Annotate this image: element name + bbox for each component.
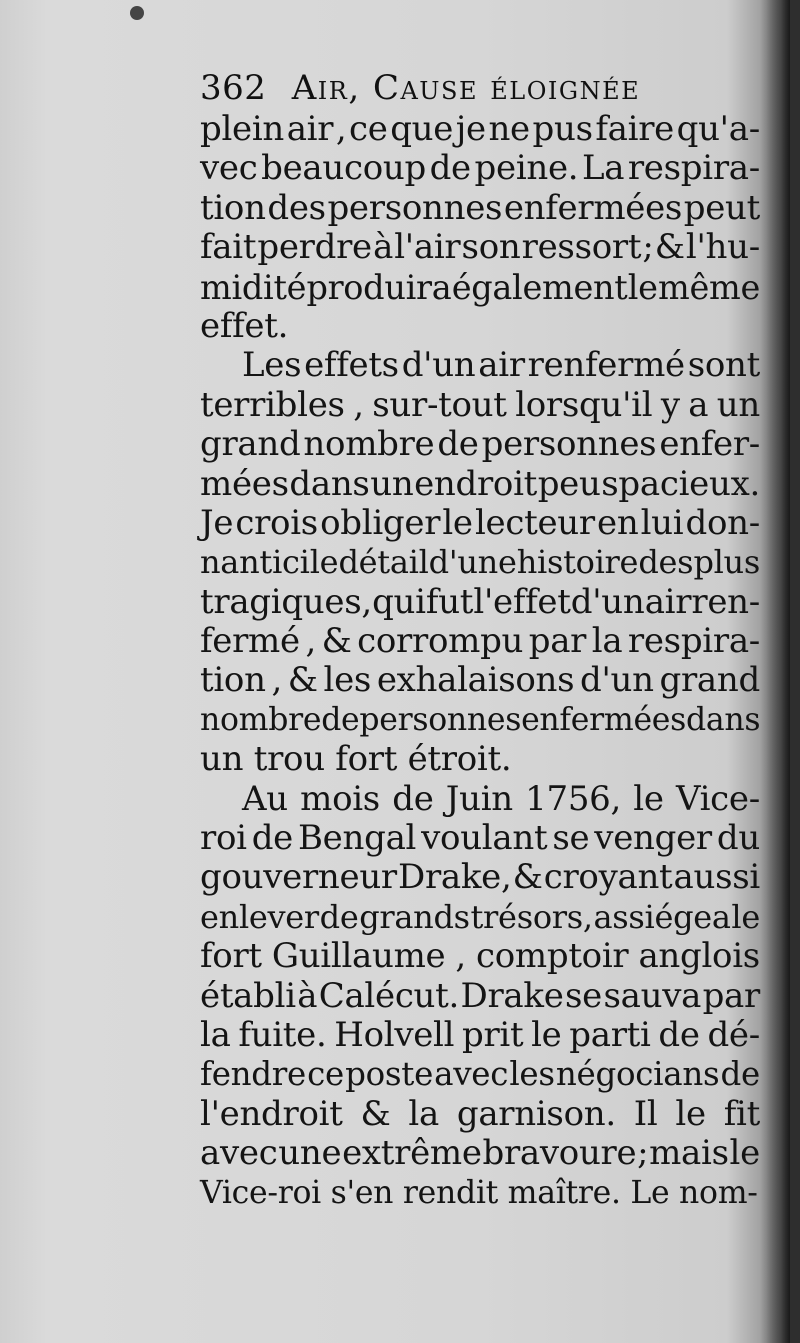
text-line: mées dans un endroit peu spacieux. — [200, 463, 760, 504]
text-line: roi de Bengal voulant se venger du — [200, 818, 760, 859]
text-line: tion , & les exhalaisons d'un grand — [200, 660, 760, 701]
text-line: vec beaucoup de peine. La respira- — [200, 148, 760, 189]
text-line: avec une extrême bravoure ; mais le — [200, 1133, 760, 1174]
text-line: enlever de grands trésors, assiégea le — [200, 897, 760, 936]
text-line: gouverneur Drake, & croyant aussi — [200, 857, 760, 898]
text-line: Vice-roi s'en rendit maître. Le nom- — [200, 1174, 758, 1211]
paragraph — [200, 780, 760, 1213]
text-line: midité produira également le même — [200, 267, 760, 307]
running-header — [200, 68, 760, 108]
text-line: Les effets d'un air renfermé sont — [242, 345, 760, 386]
text-line: Je crois obliger le lecteur en lui don- — [200, 502, 760, 543]
text-line: tragiques, qui fut l'effet d'un air ren- — [200, 581, 760, 622]
text-line: fermé , & corrompu par la respira- — [200, 621, 760, 662]
page-gutter-shadow — [760, 0, 790, 1343]
text-line: fait perdre à l'air son ressort ; & l'hu- — [200, 227, 760, 268]
text-line: établi à Calécut. Drake se sauva par — [200, 975, 760, 1016]
text-line: grand nombre de personnes enfer- — [200, 424, 760, 465]
ink-speck — [130, 6, 144, 20]
text-line: tion des personnes enfermées peut — [200, 187, 760, 228]
text-line: fort Guillaume , comptoir anglois — [200, 936, 760, 977]
text-line: un trou fort étroit. — [200, 739, 512, 780]
text-line: la fuite. Holvell prit le parti de dé- — [200, 1014, 760, 1055]
paragraph — [200, 110, 760, 346]
text-line: plein air , ce que je ne pus faire qu'a- — [200, 109, 760, 149]
text-line: terribles , sur-tout lorsqu'il y a un — [200, 384, 760, 425]
paragraph — [200, 346, 760, 779]
running-title: Air, Cause éloignée — [291, 68, 641, 108]
text-line: effet. — [200, 305, 289, 346]
page-number: 362 — [200, 68, 267, 108]
text-line: nant ici le détail d'une histoire des plus — [200, 543, 760, 582]
body-text — [200, 110, 760, 1213]
text-line: nombre de personnes enfermées dans — [200, 701, 761, 738]
text-line: l'endroit & la garnison. Il le fit — [200, 1093, 760, 1134]
text-line: fendre ce poste avec les négocians de — [200, 1055, 760, 1094]
text-line: Au mois de Juin 1756, le Vice- — [242, 778, 760, 819]
